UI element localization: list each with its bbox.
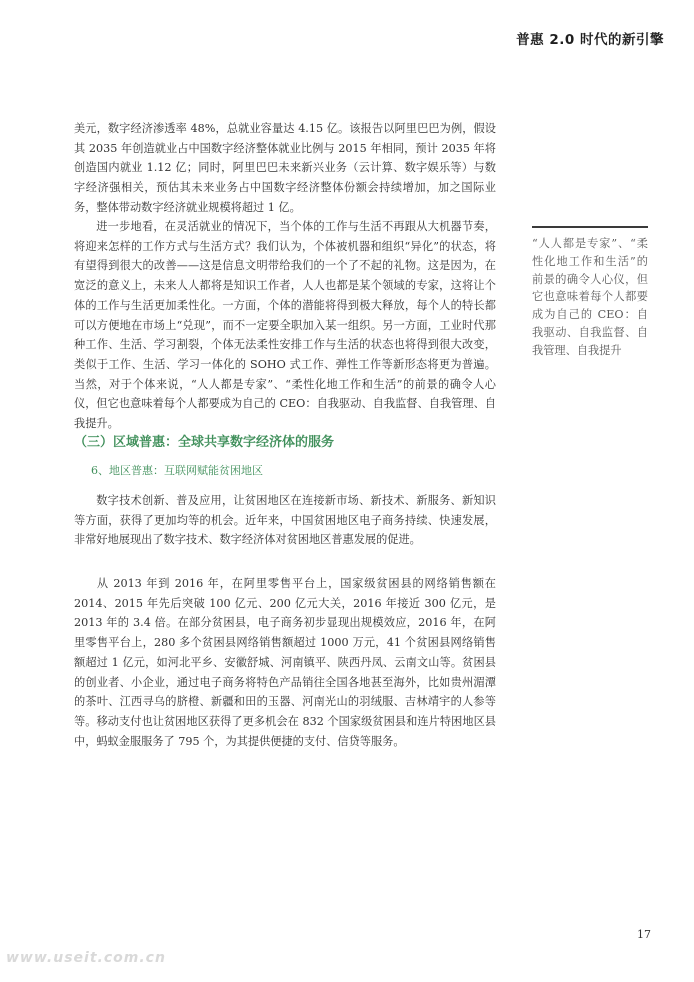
- sidebar-pull-quote: “人人都是专家”、“柔性化地工作和生活”的前景的确令人心仪，但它也意味着每个人都要成为自己的 CEO：自我驱动、自我监督、自我管理、自我提升: [532, 237, 648, 357]
- paragraph-employment-scale: [74, 119, 496, 218]
- paragraph-text: 美元，数字经济渗透率 48%，总就业容量达 4.15 亿。该报告以阿里巴巴为例，假设其 2035 年创造就业占中国数字经济整体就业比例与 2015 年相同，预计 2035 年将创造国内就业 1.12 亿；同时，阿里巴巴未来新兴业务（云计算、数字娱乐等）与数字经济强相关，预估其未来业务占中国数字经济整体份额会持续增加，加之国际业务，整体带动数字经济就业规模将超过 1 亿。: [74, 122, 496, 214]
- sidebar-divider: [532, 226, 648, 228]
- paragraph-text: 进一步地看，在灵活就业的情况下，当个体的工作与生活不再跟从大机器节奏，将迎来怎样的工作方式与生活方式？我们认为，个体被机器和组织“异化”的状态，将有望得到很大的改善——这是信息文明带给我们的一个了不起的礼物。这是因为，在宽泛的意义上，未来人人都将是知识工作者，人人也都是某个领域的专家，这将让个体的工作与生活更加柔性化。一方面，个体的潜能将得到极大释放，每个人的特长都可以方便地在市场上“兑现”，而不一定要全职加入某一组织。另一方面，工业时代那种工作、生活、学习割裂，个体无法柔性安排工作与生活的状态也将得到很大改变，类似于工作、生活、学习一体化的 SOHO 式工作、弹性工作等新形态将更为普遍。当然，对于个体来说，“人人都是专家”、“柔性化地工作和生活”的前景的确令人心仪，但它也意味着每个人都要成为自己的 CEO：自我驱动、自我监督、自我管理、自我提升。: [74, 220, 496, 431]
- watermark: www.useit.com.cn: [6, 950, 166, 966]
- section-heading: （三）区域普惠：全球共享数字经济体的服务: [74, 435, 335, 450]
- subsection-heading: 6、地区普惠：互联网赋能贫困地区: [91, 464, 263, 477]
- paragraph-digital-tech-poverty: [74, 491, 496, 550]
- paragraph-flexible-work: [74, 217, 496, 434]
- paragraph-text: 从 2013 年到 2016 年，在阿里零售平台上，国家级贫困县的网络销售额在 2014、2015 年先后突破 100 亿元、200 亿元大关，2016 年接近 300 亿元，是 2013 年的 3.4 倍。在部分贫困县，电子商务初步显现出规模效应，2016 年，在阿里零售平台上，280 多个贫困县网络销售额超过 1000 万元，41 个贫困县网络销售额超过 1 亿元，如河北平乡、安徽舒城、河南镇平、陕西丹凤、云南文山等。贫困县的创业者、小企业，通过电子商务将特色产品销往全国各地甚至海外，比如贵州湄潭的茶叶、江西寻乌的脐橙、新疆和田的玉器、河南光山的羽绒服、吉林靖宇的人参等等。移动支付也让贫困地区获得了更多机会在 832 个国家级贫困县和连片特困地区县中，蚂蚁金服服务了 795 个，为其提供便捷的支付、信贷等服务。: [74, 577, 496, 748]
- running-header-title: 普惠 2.0 时代的新引擎: [516, 32, 664, 48]
- page-number: 17: [637, 928, 651, 941]
- paragraph-text: 数字技术创新、普及应用，让贫困地区在连接新市场、新技术、新服务、新知识等方面，获得了更加均等的机会。近年来，中国贫困地区电子商务持续、快速发展，非常好地展现出了数字技术、数字经济体对贫困地区普惠发展的促进。: [74, 494, 496, 547]
- paragraph-ecommerce-stats: [74, 574, 496, 751]
